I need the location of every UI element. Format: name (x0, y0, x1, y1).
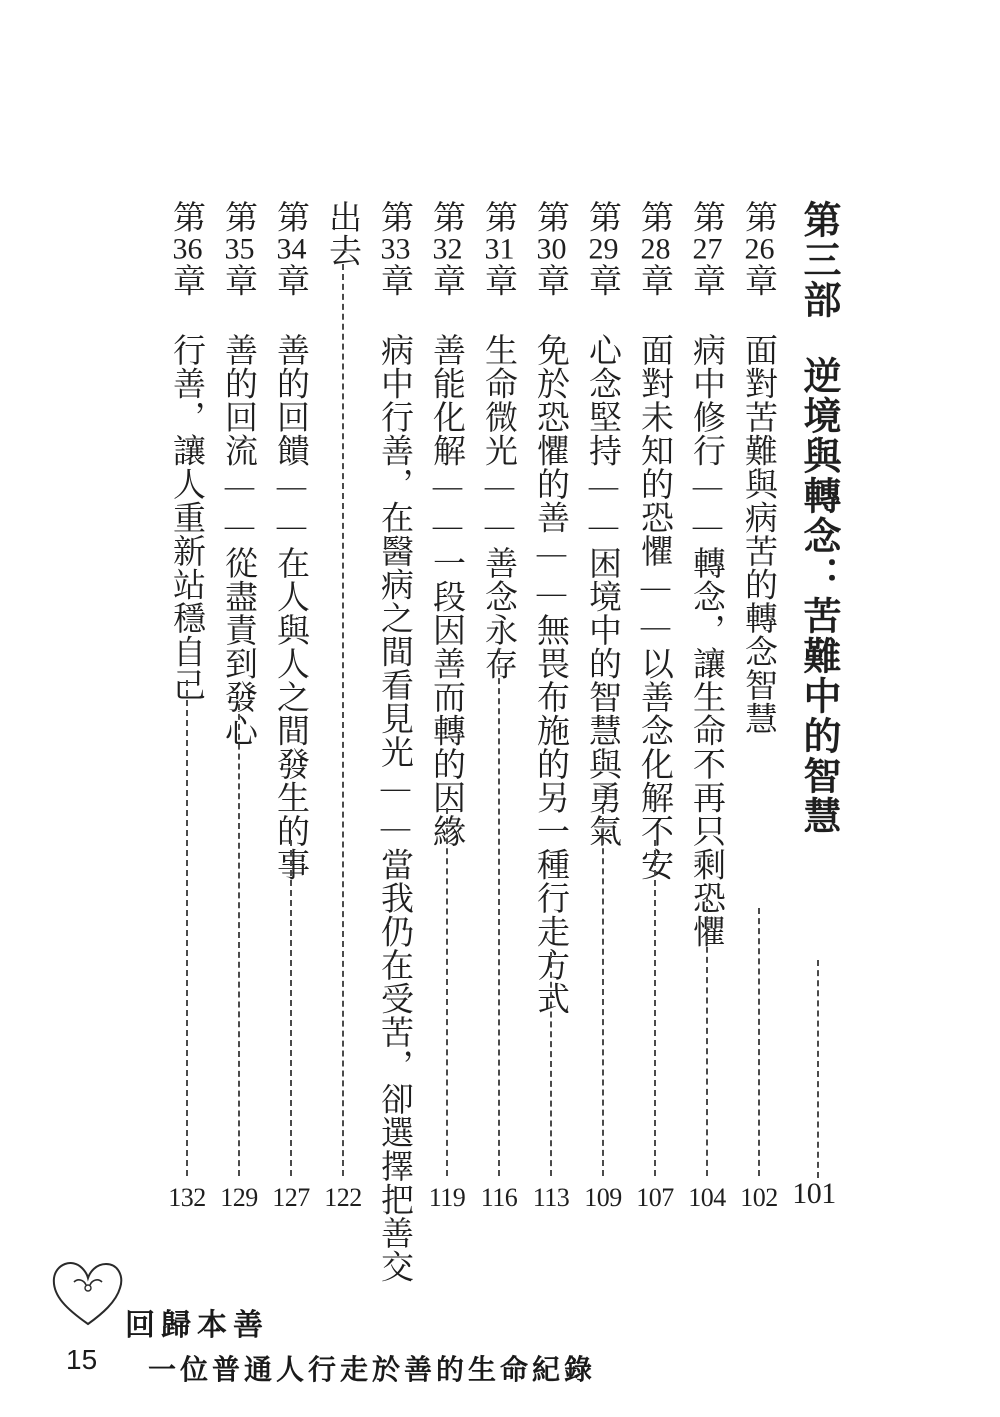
toc-entry-34[interactable] (267, 200, 315, 1222)
chapter-page-number[interactable]: 122 (324, 1183, 362, 1212)
chapter-title: 面對苦難與病苦的轉念智慧 (740, 333, 779, 735)
chapter-prefix: 第 (480, 200, 519, 234)
chapter-number: 36 (172, 233, 203, 264)
toc-entry-30[interactable] (527, 200, 575, 1222)
leader-dots (550, 952, 552, 1176)
chapter-suffix: 章 (636, 263, 675, 297)
part-heading (790, 200, 848, 1222)
leader-dots (238, 704, 240, 1176)
chapter-page-number[interactable]: 107 (636, 1183, 674, 1212)
chapter-page-number[interactable]: 119 (428, 1183, 466, 1212)
chapter-text (215, 200, 263, 747)
part-prefix: 第 (797, 200, 842, 240)
chapter-prefix: 第 (740, 200, 779, 234)
toc-entry-31[interactable] (475, 200, 523, 1222)
chapter-suffix: 章 (688, 263, 727, 297)
leader-dots (706, 896, 708, 1176)
chapter-title: 生命微光——善念永存 (480, 333, 519, 680)
toc-entry-33[interactable] (371, 200, 419, 1283)
chapter-text (319, 200, 367, 267)
chapter-number: 30 (536, 233, 567, 264)
chapter-title-continued: 出去 (324, 200, 363, 267)
chapter-number: 29 (588, 233, 619, 264)
toc-entry-28[interactable] (631, 200, 679, 1222)
chapter-prefix: 第 (272, 200, 311, 234)
chapter-suffix: 章 (532, 263, 571, 297)
toc-entry-26[interactable] (735, 200, 783, 1222)
chapter-number: 33 (380, 233, 411, 264)
page-number: 15 (66, 1344, 98, 1375)
part-number: 三 (797, 240, 842, 280)
heart-hands-icon (48, 1252, 128, 1332)
chapter-title: 善的回流——從盡責到發心 (220, 333, 259, 747)
chapter-number: 32 (432, 233, 463, 264)
chapter-text (267, 200, 315, 881)
chapter-number: 27 (692, 233, 723, 264)
chapter-title: 善能化解——一段因善而轉的因緣 (428, 333, 467, 848)
chapter-text (423, 200, 471, 848)
chapter-suffix: 章 (428, 263, 467, 297)
toc-entry-29[interactable] (579, 200, 627, 1222)
chapter-text (475, 200, 523, 680)
chapter-page-number[interactable]: 132 (168, 1183, 206, 1212)
chapter-title: 善的回饋——在人與人之間發生的事 (272, 333, 311, 881)
chapter-page-number[interactable]: 102 (740, 1183, 778, 1212)
chapter-suffix: 章 (376, 263, 415, 297)
toc-entry-33-continued[interactable] (319, 200, 367, 1222)
chapter-prefix: 第 (584, 200, 623, 234)
chapter-page-number[interactable]: 129 (220, 1183, 258, 1212)
part-suffix: 部 (797, 280, 842, 320)
leader-dots (290, 840, 292, 1176)
leader-dots (602, 808, 604, 1176)
leader-dots (498, 648, 500, 1176)
chapter-prefix: 第 (428, 200, 467, 234)
leader-dots (817, 960, 819, 1178)
chapter-suffix: 章 (272, 263, 311, 297)
chapter-prefix: 第 (688, 200, 727, 234)
toc-entry-32[interactable] (423, 200, 471, 1222)
leader-dots (186, 680, 188, 1176)
chapter-text (371, 200, 419, 1283)
chapter-suffix: 章 (480, 263, 519, 297)
chapter-text (683, 200, 731, 948)
toc-entry-36[interactable] (163, 200, 211, 1222)
chapter-text (527, 200, 575, 1015)
chapter-page-number[interactable]: 113 (532, 1183, 570, 1212)
part-title: 逆境與轉念：苦難中的智慧 (797, 356, 842, 836)
chapter-page-number[interactable]: 104 (688, 1183, 726, 1212)
chapter-prefix: 第 (220, 200, 259, 234)
chapter-prefix: 第 (168, 200, 207, 234)
leader-dots (758, 908, 760, 1176)
chapter-title: 心念堅持——困境中的智慧與勇氣 (584, 333, 623, 848)
chapter-number: 31 (484, 233, 515, 264)
chapter-page-number[interactable]: 109 (584, 1183, 622, 1212)
chapter-suffix: 章 (584, 263, 623, 297)
chapter-suffix: 章 (168, 263, 207, 297)
chapter-page-number[interactable]: 127 (272, 1183, 310, 1212)
chapter-number: 26 (744, 233, 775, 264)
chapter-prefix: 第 (636, 200, 675, 234)
chapter-suffix: 章 (740, 263, 779, 297)
chapter-number: 34 (276, 233, 307, 264)
part-page-number[interactable]: 101 (792, 1177, 836, 1210)
chapter-title: 行善，讓人重新站穩自己 (168, 333, 207, 702)
chapter-page-number[interactable]: 116 (480, 1183, 518, 1212)
book-subtitle: 一位普通人行走於善的生命紀錄 (148, 1353, 597, 1386)
leader-dots (654, 840, 656, 1176)
chapter-suffix: 章 (220, 263, 259, 297)
chapter-number: 28 (640, 233, 671, 264)
chapter-text (631, 200, 679, 881)
chapter-number: 35 (224, 233, 255, 264)
toc-entry-27[interactable] (683, 200, 731, 1222)
toc-entry-35[interactable] (215, 200, 263, 1222)
chapter-text (735, 200, 783, 735)
chapter-prefix: 第 (532, 200, 571, 234)
part-label-text (790, 200, 848, 836)
leader-dots (446, 808, 448, 1176)
book-title: 回歸本善 (125, 1308, 269, 1343)
chapter-prefix: 第 (376, 200, 415, 234)
chapter-text (579, 200, 627, 848)
chapter-text (163, 200, 211, 702)
leader-dots (342, 264, 344, 1176)
chapter-title: 病中修行——轉念，讓生命不再只剩恐懼 (688, 333, 727, 948)
chapter-title: 面對未知的恐懼——以善念化解不安 (636, 333, 675, 881)
chapter-title: 病中行善，在醫病之間看見光——當我仍在受苦，卻選擇把善交 (376, 333, 415, 1283)
chapter-title: 免於恐懼的善——無畏布施的另一種行走方式 (532, 333, 571, 1015)
